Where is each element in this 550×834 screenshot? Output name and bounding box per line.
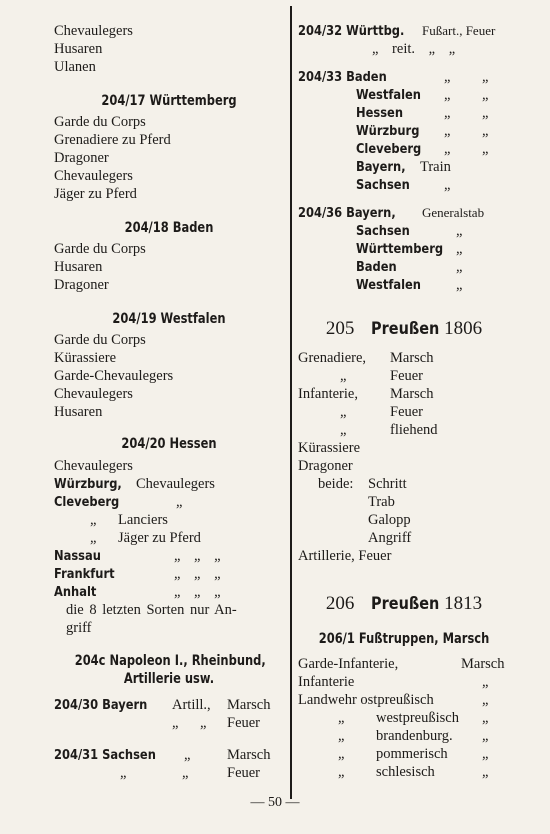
list-item: Cleveberg „ „ <box>356 141 489 157</box>
list-item: 204/31 Sachsen „ Marsch <box>54 747 271 763</box>
list-item: Garde-Chevaulegers <box>54 368 174 384</box>
chapter-heading: 206 Preußen 1813 <box>325 593 483 614</box>
list-item: Württemberg „ <box>356 241 463 257</box>
list-item: 204/33 Baden „ „ <box>298 69 489 85</box>
list-item: Trab <box>368 494 395 510</box>
list-item: 204/32 Württbg. Fußart., Feuer <box>298 23 496 39</box>
list-item: Infanterie, Marsch <box>298 386 434 402</box>
list-item: Infanterie „ <box>298 674 489 690</box>
section-heading: Artillerie usw. <box>123 671 215 687</box>
list-item: Sachsen „ <box>356 223 463 239</box>
list-item: Kürassiere <box>54 350 117 366</box>
list-item: Angriff <box>368 530 412 546</box>
section-heading: 204/17 Württemberg <box>101 93 237 109</box>
list-item: Dragoner <box>54 277 109 293</box>
list-item: Ulanen <box>54 59 96 75</box>
list-item: Jäger zu Pferd <box>54 186 137 202</box>
section-heading: 204c Napoleon I., Rheinbund, <box>74 653 266 669</box>
list-item: Frankfurt „ „ „ <box>54 566 221 582</box>
list-item: Nassau „ „ „ <box>54 548 221 564</box>
list-item: Chevaulegers <box>54 458 133 474</box>
section-heading: 204/19 Westfalen <box>112 311 226 327</box>
list-item: Würzburg „ „ <box>356 123 489 139</box>
list-item: Westfalen „ „ <box>356 87 489 103</box>
list-item: Chevaulegers <box>54 23 133 39</box>
list-item: Sachsen „ <box>356 177 451 193</box>
list-item: Artillerie, Feuer <box>298 548 392 564</box>
list-item: Chevaulegers <box>54 168 133 184</box>
list-item: 204/36 Bayern, Generalstab <box>298 205 485 221</box>
page-number: — 50 — <box>250 795 300 810</box>
list-item: „ reit. „ „ <box>372 41 456 57</box>
list-item: Kürassiere <box>298 440 361 456</box>
list-item: Anhalt „ „ „ <box>54 584 221 600</box>
list-item: 204/30 Bayern Artill., Marsch <box>54 697 271 713</box>
list-item: Grenadiere, Marsch <box>298 350 434 366</box>
section-heading: 206/1 Fußtruppen, Marsch <box>318 631 490 647</box>
list-item: Garde-Infanterie, Marsch <box>298 656 505 672</box>
list-item: Dragoner <box>54 150 109 166</box>
list-item: Dragoner <box>298 458 353 474</box>
list-item: Westfalen „ <box>356 277 463 293</box>
list-item: Garde du Corps <box>54 332 146 348</box>
list-item: Garde du Corps <box>54 114 146 130</box>
list-item: Cleveberg „ <box>54 494 183 510</box>
list-item: Husaren <box>54 259 103 275</box>
list-item: Landwehr ostpreußisch „ <box>298 692 489 708</box>
column-divider <box>290 6 292 799</box>
list-item: Bayern, Train <box>356 159 451 175</box>
list-item: Garde du Corps <box>54 241 146 257</box>
list-item: Galopp <box>368 512 411 528</box>
list-item: Husaren <box>54 41 103 57</box>
chapter-heading: 205 Preußen 1806 <box>325 318 483 339</box>
note-text: die 8 letzten Sorten nur An- <box>66 602 237 618</box>
list-item: Grenadiere zu Pferd <box>54 132 171 148</box>
list-item: Hessen „ „ <box>356 105 489 121</box>
list-item: Husaren <box>54 404 103 420</box>
list-item: Baden „ <box>356 259 463 275</box>
section-heading: 204/20 Hessen <box>121 436 217 452</box>
list-item: Chevaulegers <box>54 386 133 402</box>
note-text: griff <box>66 620 92 636</box>
section-heading: 204/18 Baden <box>124 220 214 236</box>
list-item: Würzburg, Chevaulegers <box>54 476 215 492</box>
